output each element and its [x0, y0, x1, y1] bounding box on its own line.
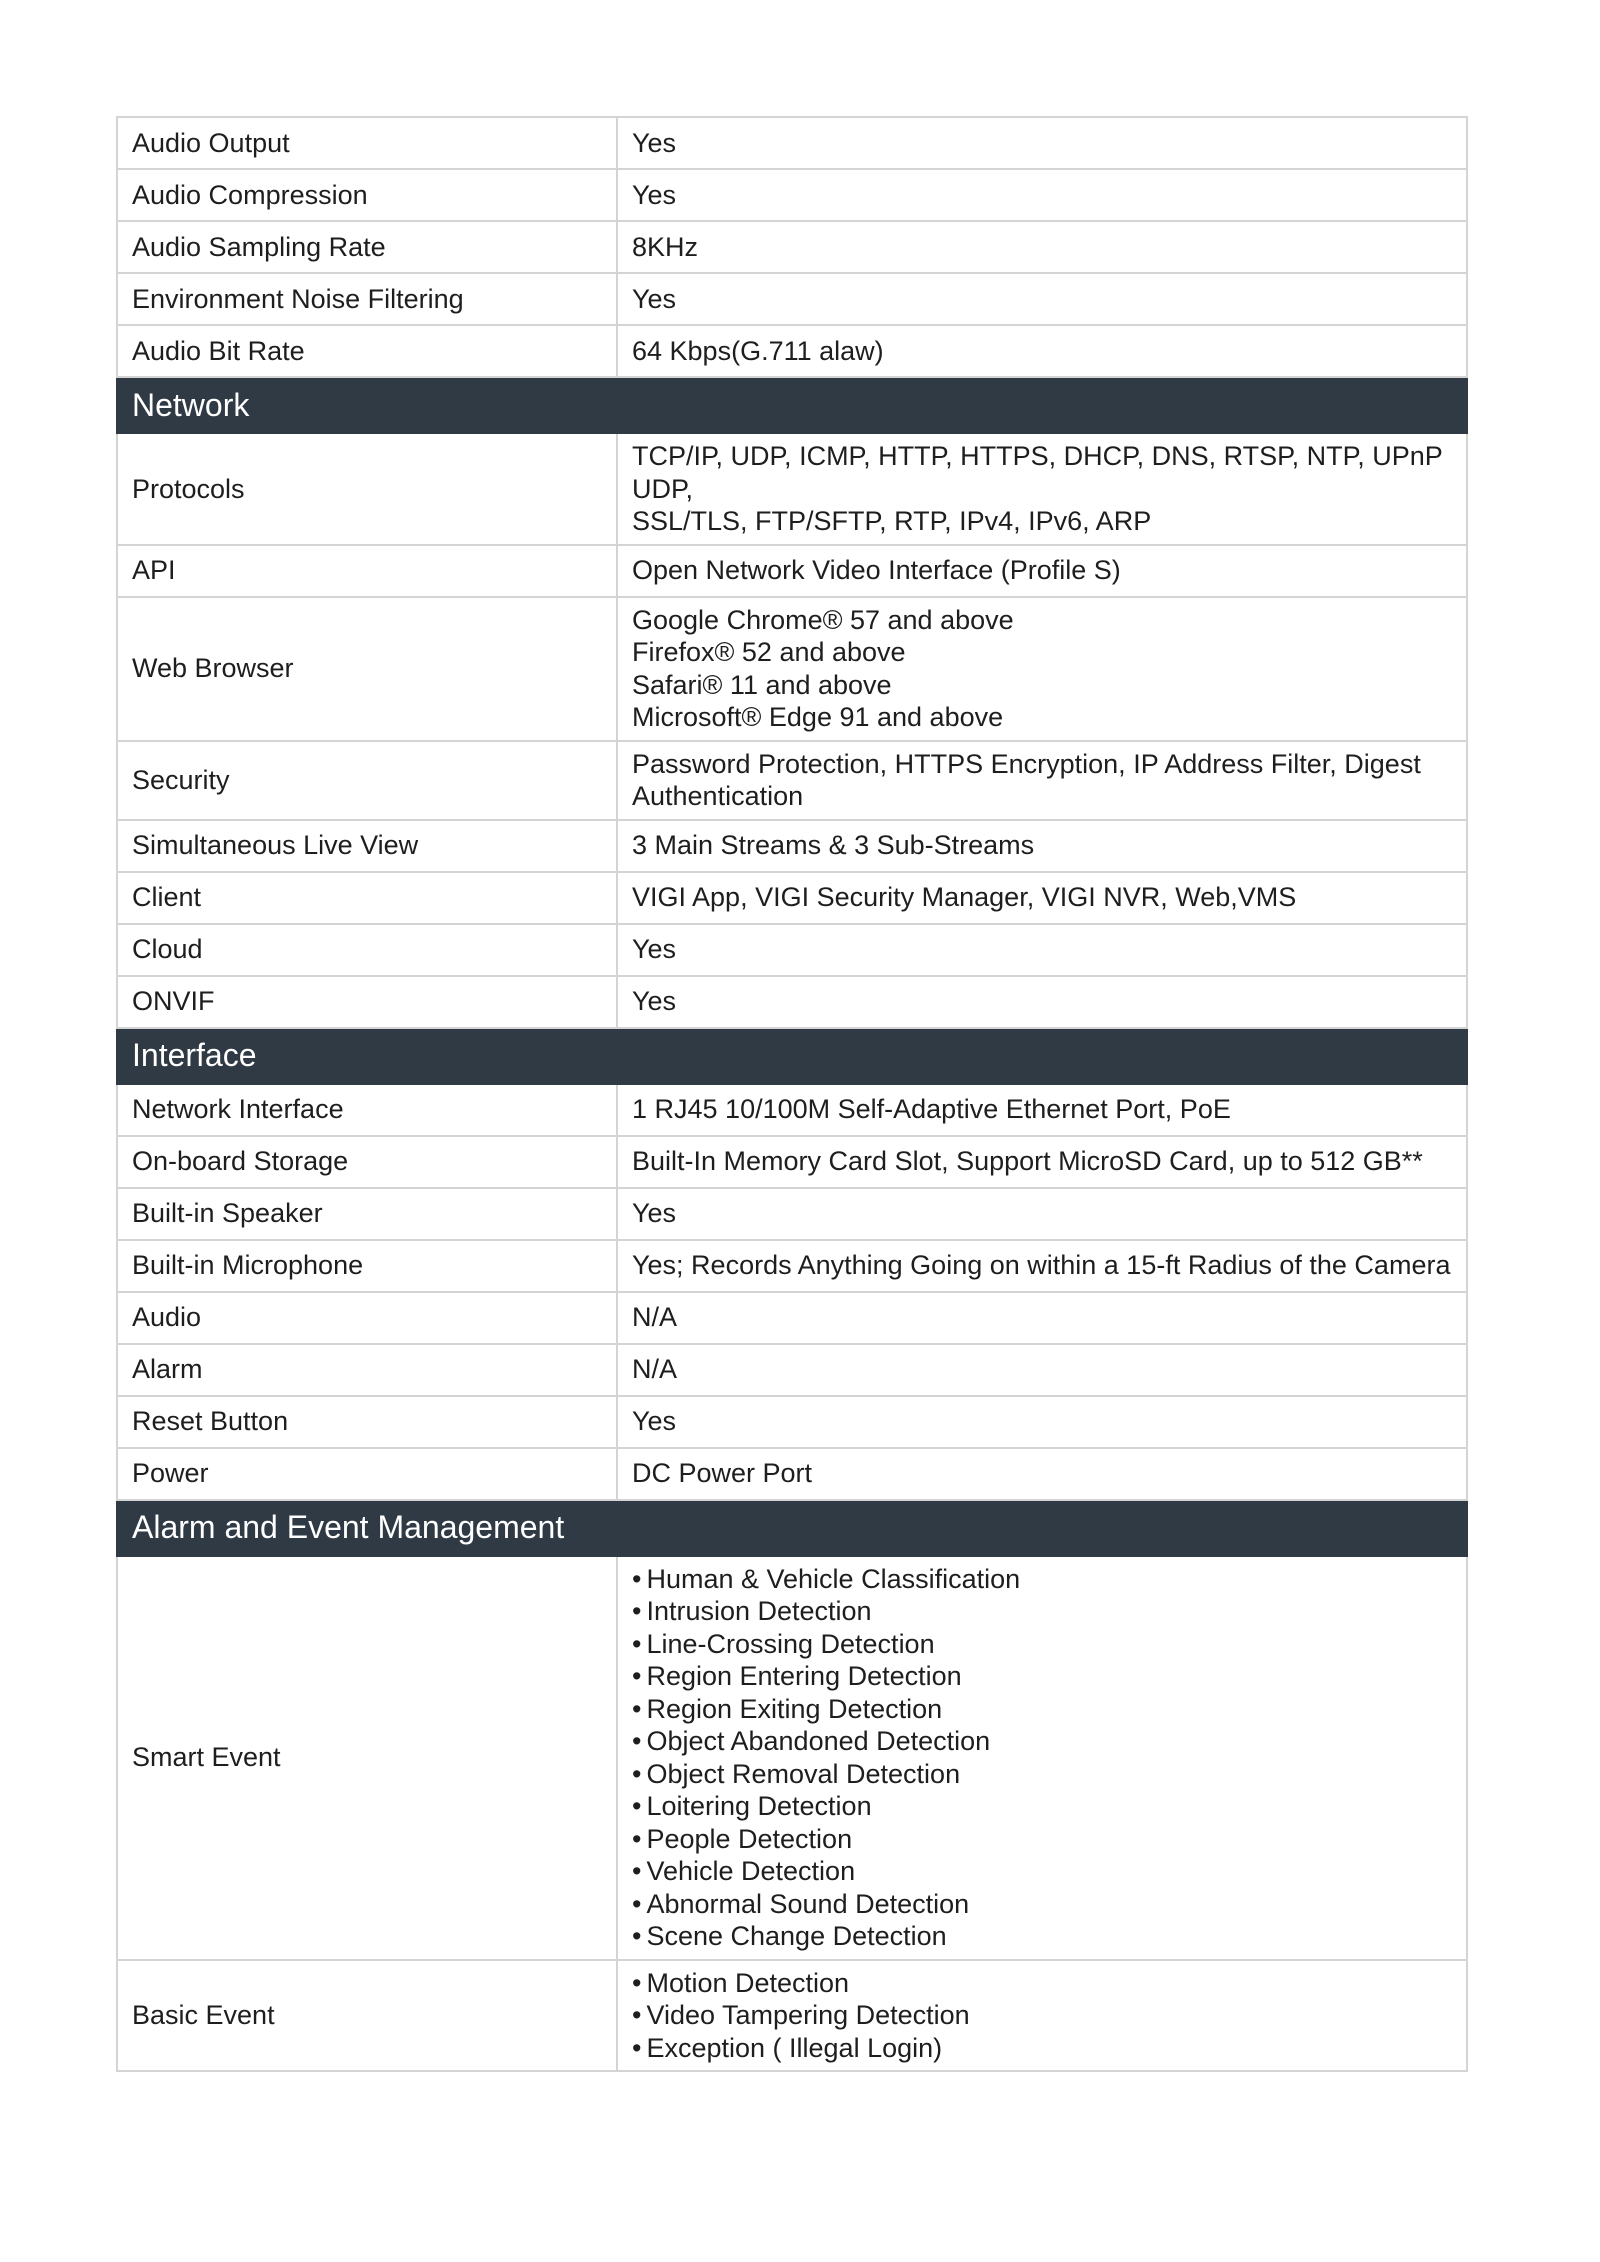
- spec-row: [117, 325, 1467, 377]
- bullet-item: • Region Exiting Detection: [632, 1693, 1452, 1726]
- bullet-item: • Motion Detection: [632, 1967, 1452, 2000]
- spec-row: [117, 221, 1467, 273]
- spec-value: [617, 1556, 1467, 1960]
- spec-label: Built-in Speaker: [117, 1188, 617, 1240]
- spec-value: Built-In Memory Card Slot, Support MicroSD Card, up to 512 GB**: [617, 1136, 1467, 1188]
- spec-row: [117, 1396, 1467, 1448]
- bullet-item: • Intrusion Detection: [632, 1595, 1452, 1628]
- value-line: TCP/IP, UDP, ICMP, HTTP, HTTPS, DHCP, DNS, RTSP, NTP, UPnP UDP,: [632, 441, 1443, 504]
- section-title: Interface: [117, 1028, 1467, 1084]
- section-header-network: [117, 377, 1467, 433]
- spec-row: [117, 1344, 1467, 1396]
- spec-label: Smart Event: [117, 1556, 617, 1960]
- spec-label: Basic Event: [117, 1960, 617, 2072]
- spec-value: [617, 1960, 1467, 2072]
- spec-label: Audio: [117, 1292, 617, 1344]
- spec-row: [117, 1960, 1467, 2072]
- spec-value: [617, 597, 1467, 741]
- spec-label: ONVIF: [117, 976, 617, 1028]
- section-title: Alarm and Event Management: [117, 1500, 1467, 1556]
- spec-label: Audio Compression: [117, 169, 617, 221]
- spec-value: Yes: [617, 117, 1467, 169]
- bullet-item: • Loitering Detection: [632, 1790, 1452, 1823]
- spec-label: Cloud: [117, 924, 617, 976]
- bullet-item: • People Detection: [632, 1823, 1452, 1856]
- section-title: Network: [117, 377, 1467, 433]
- bullet-item: • Vehicle Detection: [632, 1855, 1452, 1888]
- spec-value: 3 Main Streams & 3 Sub-Streams: [617, 820, 1467, 872]
- bullet-item: • Region Entering Detection: [632, 1660, 1452, 1693]
- spec-value: Yes: [617, 924, 1467, 976]
- spec-label: Environment Noise Filtering: [117, 273, 617, 325]
- spec-value: Yes: [617, 169, 1467, 221]
- spec-label: Client: [117, 872, 617, 924]
- spec-value: N/A: [617, 1344, 1467, 1396]
- spec-label: Reset Button: [117, 1396, 617, 1448]
- section-header-alarm: [117, 1500, 1467, 1556]
- spec-row: [117, 741, 1467, 820]
- value-line: Microsoft® Edge 91 and above: [632, 702, 1004, 732]
- spec-row: [117, 273, 1467, 325]
- spec-label: On-board Storage: [117, 1136, 617, 1188]
- spec-row: [117, 117, 1467, 169]
- spec-label: Network Interface: [117, 1084, 617, 1136]
- spec-row: [117, 1136, 1467, 1188]
- spec-value: N/A: [617, 1292, 1467, 1344]
- spec-value: DC Power Port: [617, 1448, 1467, 1500]
- spec-row: [117, 1240, 1467, 1292]
- spec-value: Yes: [617, 976, 1467, 1028]
- value-line: SSL/TLS, FTP/SFTP, RTP, IPv4, IPv6, ARP: [632, 506, 1152, 536]
- value-line: Password Protection, HTTPS Encryption, IP Address Filter, Digest: [632, 748, 1421, 779]
- spec-label: API: [117, 545, 617, 597]
- spec-label: Built-in Microphone: [117, 1240, 617, 1292]
- spec-label: Protocols: [117, 433, 617, 545]
- spec-row: [117, 872, 1467, 924]
- bullet-item: • Abnormal Sound Detection: [632, 1888, 1452, 1921]
- spec-label: Simultaneous Live View: [117, 820, 617, 872]
- spec-row: [117, 1188, 1467, 1240]
- spec-value: Open Network Video Interface (Profile S): [617, 545, 1467, 597]
- spec-row: [117, 433, 1467, 545]
- spec-value: 1 RJ45 10/100M Self-Adaptive Ethernet Port, PoE: [617, 1084, 1467, 1136]
- spec-value: VIGI App, VIGI Security Manager, VIGI NVR, Web,VMS: [617, 872, 1467, 924]
- spec-label: Audio Sampling Rate: [117, 221, 617, 273]
- spec-value: Yes: [617, 1396, 1467, 1448]
- spec-value: Yes: [617, 1188, 1467, 1240]
- spec-label: Audio Bit Rate: [117, 325, 617, 377]
- spec-row: [117, 976, 1467, 1028]
- spec-table: [116, 116, 1468, 2072]
- spec-label: Alarm: [117, 1344, 617, 1396]
- bullet-item: • Human & Vehicle Classification: [632, 1563, 1452, 1596]
- bullet-item: • Line-Crossing Detection: [632, 1628, 1452, 1661]
- spec-label: Security: [117, 741, 617, 820]
- spec-row: [117, 1084, 1467, 1136]
- spec-label: Power: [117, 1448, 617, 1500]
- spec-row: [117, 1292, 1467, 1344]
- value-line: Authentication: [632, 781, 804, 811]
- bullet-item: • Object Abandoned Detection: [632, 1725, 1452, 1758]
- spec-row: [117, 1556, 1467, 1960]
- section-header-interface: [117, 1028, 1467, 1084]
- bullet-item: • Exception ( Illegal Login): [632, 2032, 1452, 2065]
- spec-row: [117, 820, 1467, 872]
- value-line: Safari® 11 and above: [632, 669, 892, 700]
- spec-value: 64 Kbps(G.711 alaw): [617, 325, 1467, 377]
- spec-value: Yes; Records Anything Going on within a 15-ft Radius of the Camera: [617, 1240, 1467, 1292]
- bullet-item: • Scene Change Detection: [632, 1920, 1452, 1953]
- spec-label: Web Browser: [117, 597, 617, 741]
- bullet-item: • Object Removal Detection: [632, 1758, 1452, 1791]
- spec-value: Yes: [617, 273, 1467, 325]
- spec-row: [117, 924, 1467, 976]
- value-line: Firefox® 52 and above: [632, 637, 906, 667]
- spec-row: [117, 1448, 1467, 1500]
- spec-row: [117, 545, 1467, 597]
- spec-value: 8KHz: [617, 221, 1467, 273]
- spec-label: Audio Output: [117, 117, 617, 169]
- bullet-item: • Video Tampering Detection: [632, 1999, 1452, 2032]
- spec-value: [617, 741, 1467, 820]
- spec-value: [617, 433, 1467, 545]
- spec-row: [117, 169, 1467, 221]
- value-line: Google Chrome® 57 and above: [632, 604, 1014, 635]
- spec-row: [117, 597, 1467, 741]
